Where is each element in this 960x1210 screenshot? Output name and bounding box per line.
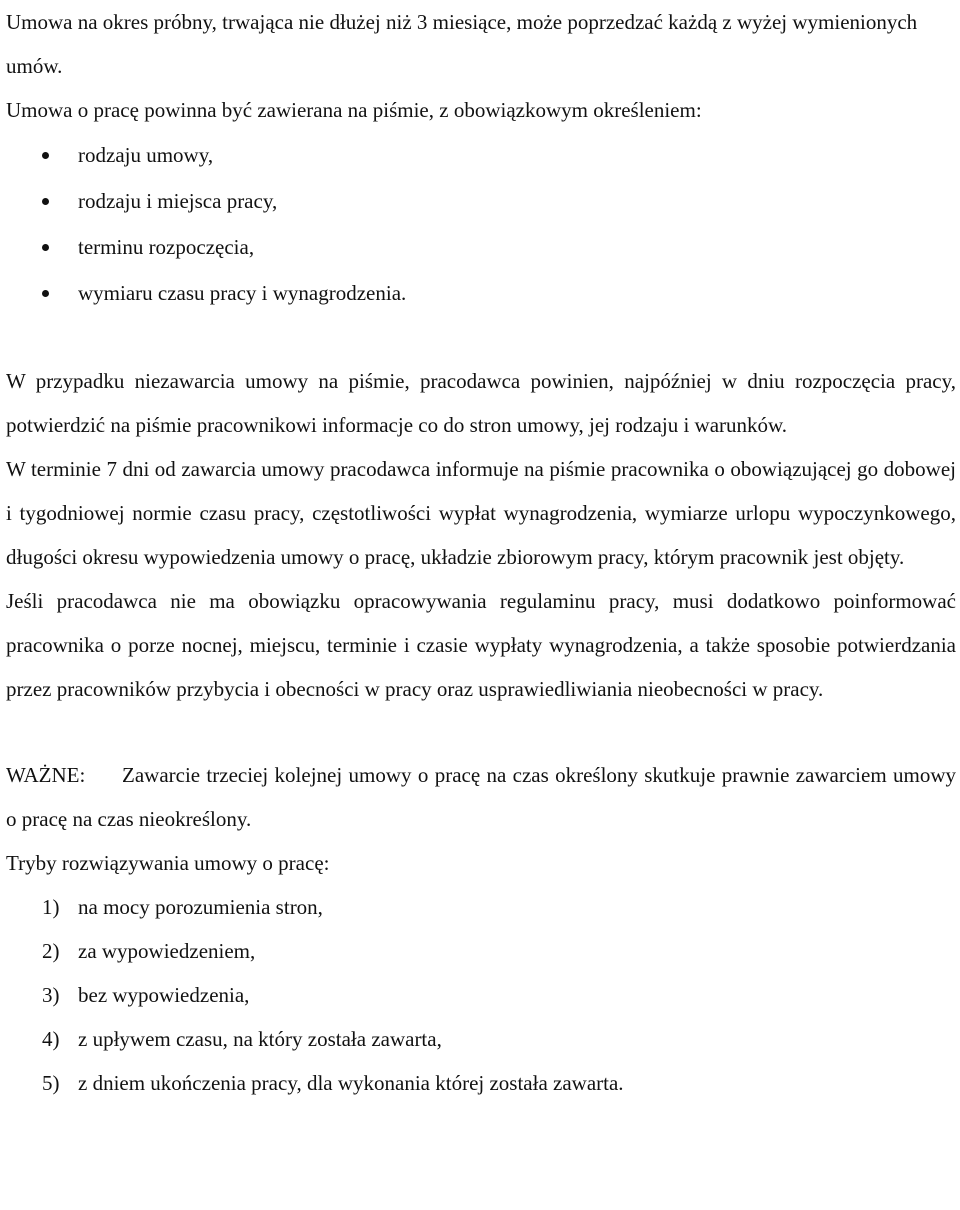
no-regulations-paragraph: Jeśli pracodawca nie ma obowiązku opracowywania regulaminu pracy, musi dodatkowo poinformować pracownika o porze nocnej, miejscu, terminie i czasie wypłaty wynagrodzenia, a także sposobie potwierdzania przez pracowników przybycia i obecności w pracy oraz usprawiedliwiania nieobecności w pracy. [6,589,956,701]
list-item [6,885,956,929]
list-item-text: bez wypowiedzenia, [78,983,250,1007]
list-item: wymiaru czasu pracy i wynagrodzenia. [6,270,956,316]
seven-days-paragraph: W terminie 7 dni od zawarcia umowy pracodawca informuje na piśmie pracownika o obowiązującej go dobowej i tygodniowej normie czasu pracy, częstotliwości wypłat wynagrodzenia, wymiarze urlopu wypoczynkowego, długości okresu wypowiedzenia umowy o pracę, układzie zbiorowym pracy, którym pracownik jest objęty. [6,457,956,569]
bullet-icon [42,244,49,251]
bullet-icon [42,152,49,159]
spacer [6,711,956,753]
important-label: WAŻNE: [6,763,86,787]
termination-heading: Tryby rozwiązywania umowy o pracę: [6,851,330,875]
list-number: 1) [42,895,60,919]
important-text: Zawarcie trzeciej kolejnej umowy o pracę na czas określony skutkuje prawnie zawarciem umowy o pracę na czas nieokreślony. [6,763,956,831]
list-number: 3) [42,983,60,1007]
list-item [6,929,956,973]
list-item-text: z dniem ukończenia pracy, dla wykonania której została zawarta. [78,1071,624,1095]
list-item: rodzaju i miejsca pracy, [6,178,956,224]
written-form-paragraph: Umowa o pracę powinna być zawierana na piśmie, z obowiązkowym określeniem: [6,98,702,122]
list-number: 5) [42,1071,60,1095]
list-item-text: za wypowiedzeniem, [78,939,256,963]
bullet-icon [42,290,49,297]
list-item-text: z upływem czasu, na który została zawarta, [78,1027,442,1051]
list-item [6,1017,956,1061]
list-number: 2) [42,939,60,963]
spacer [6,316,956,359]
no-written-contract-paragraph: W przypadku niezawarcia umowy na piśmie, pracodawca powinien, najpóźniej w dniu rozpoczęcia pracy, potwierdzić na piśmie pracownikowi informacje co do stron umowy, jej rodzaju i warunków. [6,369,956,437]
termination-modes-list [6,885,956,1105]
list-number: 4) [42,1027,60,1051]
list-item: rodzaju umowy, [6,132,956,178]
list-item [6,973,956,1017]
list-item-text: na mocy porozumienia stron, [78,895,323,919]
document-page [6,0,956,1105]
list-item: terminu rozpoczęcia, [6,224,956,270]
bullet-icon [42,198,49,205]
intro-paragraph: Umowa na okres próbny, trwająca nie dłużej niż 3 miesiące, może poprzedzać każdą z wyżej wymienionych umów. [6,10,918,78]
important-note [6,753,956,841]
required-items-list [6,132,956,316]
list-item [6,1061,956,1105]
